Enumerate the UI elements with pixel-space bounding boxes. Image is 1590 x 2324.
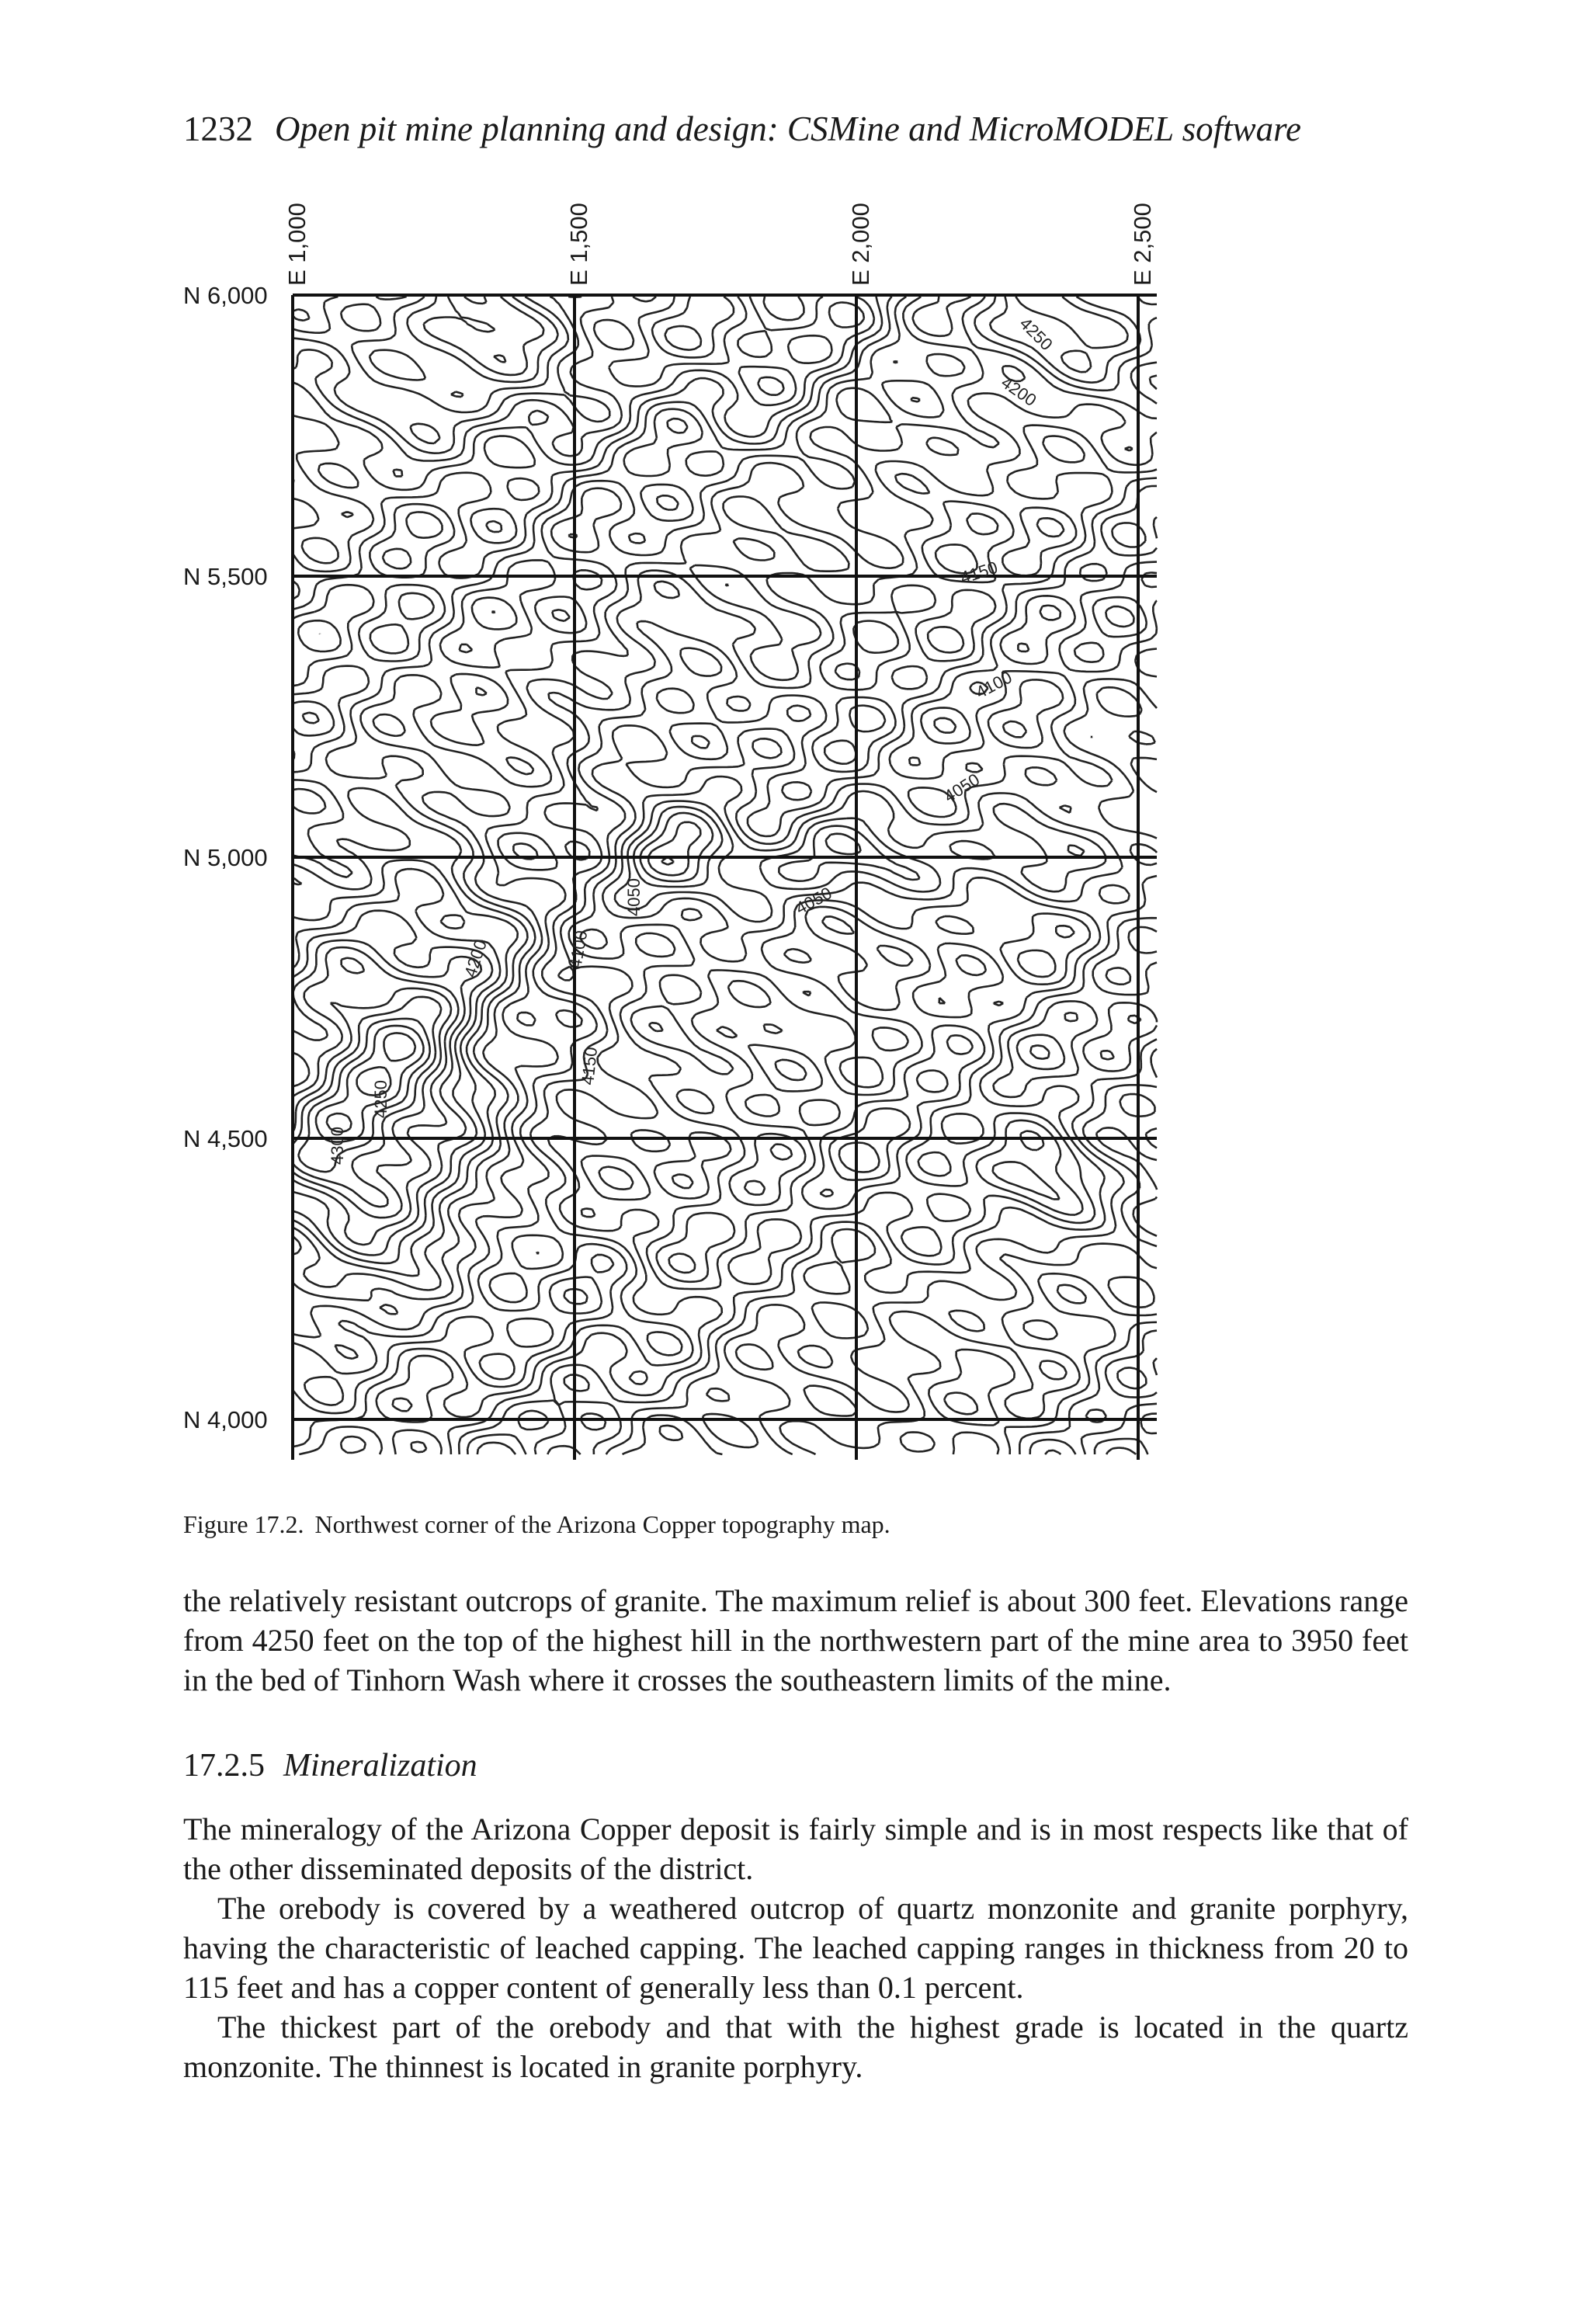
section-heading	[183, 1744, 477, 1787]
contour-label: 4150	[957, 557, 1001, 588]
northing-label: N 5,500	[183, 563, 268, 590]
contour-label: 4100	[972, 667, 1015, 703]
northing-label: N 4,000	[183, 1406, 268, 1433]
body-paragraph-continued	[183, 1581, 1408, 1700]
northing-label: N 6,000	[183, 282, 268, 309]
section-body	[183, 1809, 1408, 2086]
contour-label: 4300	[328, 1127, 347, 1165]
contour-path	[293, 297, 1157, 1454]
contour-label: 4250	[1015, 313, 1057, 355]
paragraph: The mineralogy of the Arizona Copper deposit is fairly simple and is in most respects like that of the other disseminated deposits of the district.	[183, 1812, 1408, 1886]
paragraph: The thickest part of the orebody and that with the highest grade is located in the quartz monzonite. The thinnest is located in granite porphyry.	[183, 2010, 1408, 2084]
running-title: Open pit mine planning and design: CSMine and MicroMODEL software	[275, 109, 1301, 148]
easting-label: E 2,000	[847, 203, 874, 286]
northing-label: N 5,000	[183, 844, 268, 871]
contour-label: 4100	[565, 929, 592, 970]
contour-lines	[293, 297, 1157, 1454]
easting-label: E 2,500	[1129, 203, 1156, 286]
easting-label: E 1,500	[565, 203, 592, 286]
contour-label: 4050	[940, 769, 984, 807]
contour-label: 4050	[624, 878, 644, 916]
northing-label: N 4,500	[183, 1125, 268, 1152]
paragraph: The orebody is covered by a weathered outcrop of quartz monzonite and granite porphyry, having the characteristic of leached capping. The leached capping ranges in thickness from 20 to 115 feet and has a copper content of generally less than 0.1 percent.	[183, 1891, 1408, 2005]
paragraph: the relatively resistant outcrops of granite. The maximum relief is about 300 feet. Elevations range from 4250 feet on the top of the highest hill in the northwestern part of the mine area to 3950 feet in the bed of Tinhorn Wash where it crosses the southeastern limits of the mine.	[183, 1583, 1408, 1697]
contour-label: 4200	[998, 372, 1040, 411]
contour-label: 4200	[460, 937, 491, 980]
figure-caption-text: Northwest corner of the Arizona Copper topography map.	[314, 1510, 890, 1538]
section-title: Mineralization	[283, 1748, 477, 1784]
figure-caption	[183, 1508, 890, 1541]
figure-number: Figure 17.2.	[183, 1510, 304, 1538]
contour-label: 4250	[371, 1080, 391, 1118]
section-number: 17.2.5	[183, 1748, 265, 1784]
easting-label: E 1,000	[283, 203, 311, 286]
page-number: 1232	[183, 109, 253, 148]
contour-label: 4050	[792, 883, 835, 919]
contour-label: 4150	[578, 1046, 602, 1086]
